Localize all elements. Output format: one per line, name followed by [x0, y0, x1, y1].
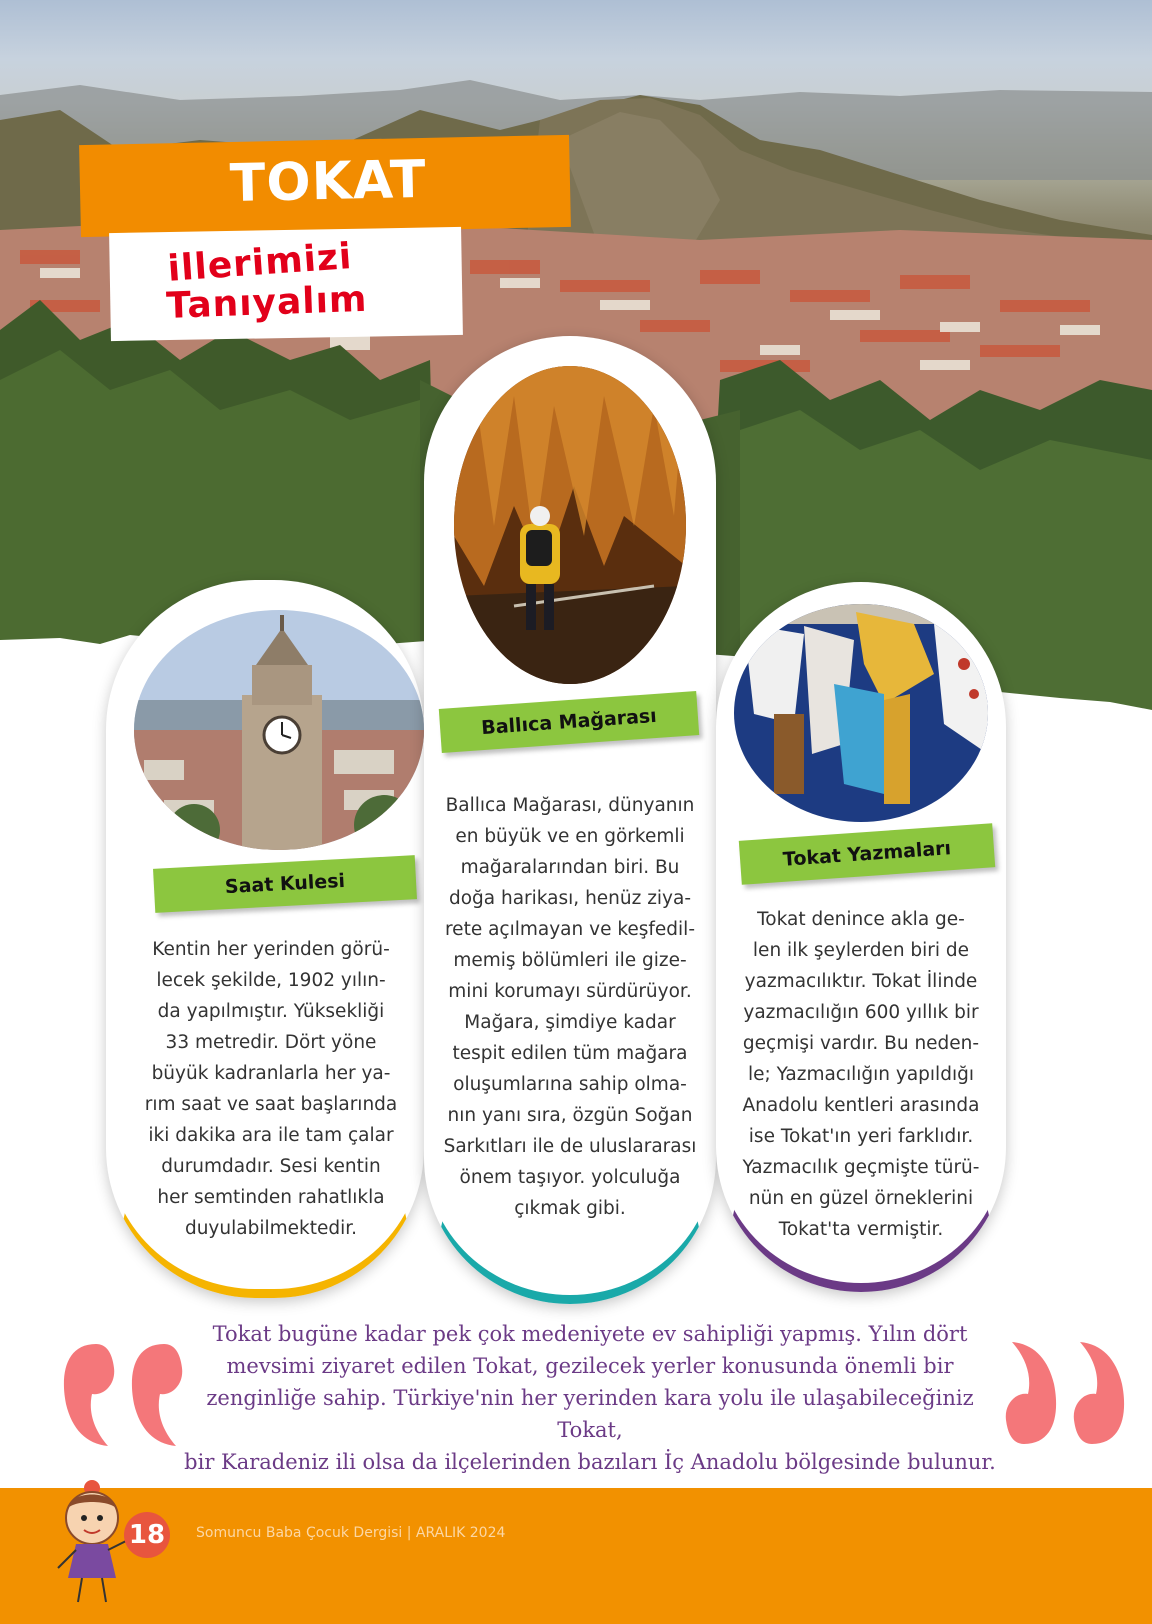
ballica-magarasi-text: Ballıca Mağarası, dünyanın en büyük ve en görkemli mağaralarından biri. Bu doğa harikası, henüz ziya- rete açılmayan ve keşfedil- memiş bölümleri ile gize- mini korumayı sürdürüyor. Mağara, şimdiye kadar tespit edilen tüm mağara oluşumlarına sahip olma- nın yanı sıra, özgün Soğan Sarkıtları ile de uluslararası önem taşıyor. yolculuğa çıkmak gibi.	[443, 795, 697, 1219]
footer-bar	[0, 1488, 1152, 1624]
scarves-photo	[734, 604, 988, 822]
title-banner	[79, 135, 571, 237]
quote-text: Tokat bugüne kadar pek çok medeniyete ev sahipliği yapmış. Yılın dört mevsimi ziyaret edilen Tokat, gezilecek yerler konusunda önemli bir zenginliğe sahip. Türkiye'nin her yerinden kara yolu ile ulaşabileceğiniz Tokat, bir Karadeniz ili olsa da ilçelerinden bazıları İç Anadolu bölgesinde bulunur.	[184, 1322, 996, 1474]
subtitle-line-1: illerimizi	[166, 236, 354, 290]
saat-kulesi-text: Kentin her yerinden görü- lecek şekilde, 1902 yılın- da yapılmıştır. Yüksekliği 33 metredir. Dört yöne büyük kadranlarla her ya- rım saat ve saat başlarında iki dakika ara ile tam çalar durumdadır. Sesi kentin her semtinden rahatlıkla duyulabilmektedir.	[144, 939, 398, 1239]
page-title: TOKAT	[229, 149, 428, 214]
clock-tower-photo	[134, 610, 424, 850]
subtitle-line-2: Tanıyalım	[165, 278, 369, 327]
cave-photo	[454, 366, 686, 684]
magazine-name: Somuncu Baba Çocuk Dergisi | ARALIK 2024	[196, 1525, 506, 1541]
open-quote-icon	[56, 1334, 196, 1454]
saat-kulesi-label: Saat Kulesi	[153, 855, 417, 913]
tokat-yazmalari-text: Tokat denince akla ge- len ilk şeylerden biri de yazmacılıktır. Tokat İlinde yazmacılığın 600 yıllık bir geçmişi vardır. Bu neden- le; Yazmacılığın yapıldığı Anadolu kentleri arasında ise Tokat'ın yeri farklıdır. Yazmacılık geçmişte türü- nün en güzel örneklerini Tokat'ta vermiştir.	[742, 909, 980, 1240]
tokat-yazmalari-label: Tokat Yazmaları	[739, 823, 995, 885]
ballica-magarasi-label: Ballıca Mağarası	[439, 691, 699, 753]
subtitle-card	[109, 227, 463, 341]
girl-mascot-icon	[54, 1478, 132, 1606]
close-quote-icon	[992, 1334, 1132, 1454]
page-number: 18	[124, 1512, 170, 1558]
